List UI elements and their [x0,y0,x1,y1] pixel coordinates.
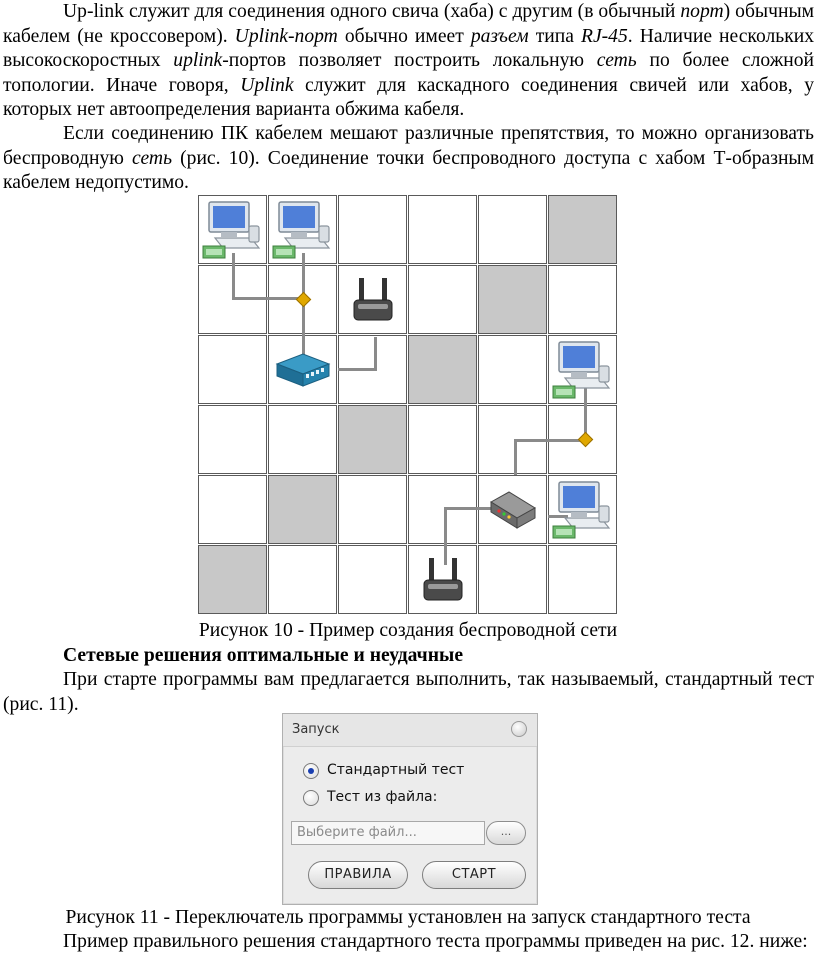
grid-cell[interactable] [268,545,337,614]
router-icon[interactable] [487,488,539,532]
start-button[interactable]: СТАРТ [422,861,526,889]
grid-cell[interactable] [338,475,407,544]
computer-icon[interactable] [201,198,265,262]
figure-11-caption: Рисунок 11 - Переключатель программы установлен на запуск стандартного теста [65,907,751,928]
grid-cell[interactable] [268,405,337,474]
cable-segment [338,368,376,371]
switch-icon[interactable] [273,348,333,392]
paragraph-example: Пример правильного решения стандартного теста программы приведен на рис. 12. ниже: [63,931,808,952]
browse-button[interactable]: ... [486,821,526,845]
file-input[interactable]: Выберите файл... [291,821,485,845]
grid-cell[interactable] [408,265,477,334]
computer-icon[interactable] [551,478,615,542]
cable-segment [232,297,304,300]
start-dialog [282,713,538,905]
grid-cell[interactable] [478,195,547,264]
access-point-icon[interactable] [351,276,395,324]
grid-cell-obstacle[interactable] [338,405,407,474]
figure-10-caption: Рисунок 10 - Пример создания беспроводной сети [198,620,618,641]
paragraph-wireless: Если соединению ПК кабелем мешают различные препятствия, то можно организовать беспроводную сеть (рис. 10). Соединение точки беспроводного доступа с хабом Т-образным кабелем недопустимо. [3,123,814,193]
grid-cell-obstacle[interactable] [408,335,477,404]
grid-cell[interactable] [478,545,547,614]
grid-cell[interactable] [478,335,547,404]
grid-cell-obstacle[interactable] [478,265,547,334]
cable-segment [514,439,517,475]
grid-cell[interactable] [198,475,267,544]
grid-cell[interactable] [198,405,267,474]
paragraph-uplink: Up-link служит для соединения одного свича (хаба) с другим (в обычный порт) обычным кабелем (не кроссовером). Uplink-порт обычно имеет разъем типа RJ-45. Наличие нескольких высокоскоростных uplink-портов позволяет построить локальную сеть по более сложной топологии. Иначе говоря, Uplink служит для каскадного соединения свичей или хабов, у которых нет автоопределения варианта обжима кабеля. [3,1,815,120]
cable-segment [514,439,586,442]
grid-cell[interactable] [408,405,477,474]
cable-segment [374,337,377,371]
grid-cell[interactable] [338,195,407,264]
radio-unchecked-icon[interactable] [303,790,319,806]
grid-cell[interactable] [338,545,407,614]
grid-cell[interactable] [548,545,617,614]
grid-cell-obstacle[interactable] [198,545,267,614]
network-grid-figure [198,195,620,617]
dialog-title-bar [283,714,537,747]
radio-standard-label: Стандартный тест [327,762,465,778]
grid-cell[interactable] [198,335,267,404]
grid-cell-obstacle[interactable] [268,475,337,544]
close-icon[interactable] [511,721,527,737]
rules-button[interactable]: ПРАВИЛА [308,861,408,889]
paragraph-start: При старте программы вам предлагается выполнить, так называемый, стандартный тест (рис. 11). [3,669,814,715]
grid-cell[interactable] [408,195,477,264]
radio-file-label: Тест из файла: [327,789,438,805]
computer-icon[interactable] [551,338,615,402]
grid-cell-obstacle[interactable] [548,195,617,264]
grid-cell[interactable] [548,265,617,334]
dialog-title: Запуск [292,722,340,737]
computer-icon[interactable] [271,198,335,262]
radio-checked-icon[interactable] [303,763,319,779]
access-point-icon[interactable] [421,556,465,604]
section-heading: Сетевые решения оптимальные и неудачные [63,645,464,666]
